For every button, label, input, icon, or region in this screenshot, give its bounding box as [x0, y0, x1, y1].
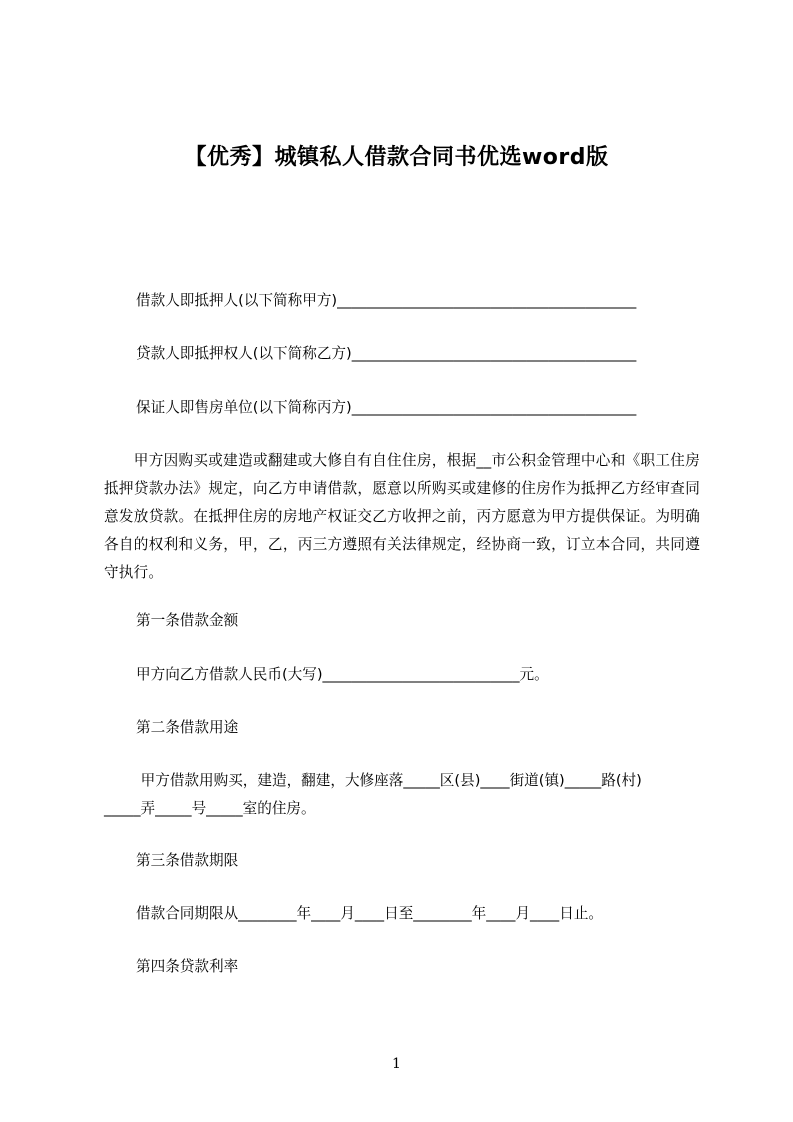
- article4-heading: 第四条贷款利率: [136, 958, 239, 975]
- article2-body-line2: _____弄_____号_____室的住房。: [104, 800, 316, 817]
- article3-body: 借款合同期限从________年____月____日至________年____月____日止。: [136, 905, 604, 922]
- article2-body-line1: 甲方借款用购买，建造，翻建，大修座落_____区(县)____街道(镇)_____路(村): [136, 772, 642, 789]
- page-number: 1: [392, 1056, 401, 1072]
- article3-heading: 第三条借款期限: [136, 852, 239, 869]
- article1-heading: 第一条借款金额: [136, 612, 239, 629]
- borrower-line: 借款人即抵押人(以下简称甲方)_________________________________________: [136, 292, 637, 309]
- document-title: 【优秀】城镇私人借款合同书优选word版: [184, 145, 609, 170]
- article1-body: 甲方向乙方借款人民币(大写)___________________________元。: [136, 666, 549, 683]
- guarantor-line: 保证人即售房单位(以下简称丙方)_______________________________________: [136, 399, 637, 416]
- article2-heading: 第二条借款用途: [136, 719, 239, 736]
- intro-paragraph: 甲方因购买或建造或翻建或大修自有自住住房，根据__市公积金管理中心和《职工住房抵押贷款办法》规定，向乙方申请借款，愿意以所购买或建修的住房作为抵押乙方经审查同意发放贷款。在抵押住房的房地产权证交乙方收押之前，丙方愿意为甲方提供保证。为明确各自的权利和义务，甲，乙，丙三方遵照有关法律规定，经协商一致，订立本合同，共同遵守执行。: [104, 452, 700, 581]
- lender-line: 贷款人即抵押权人(以下简称乙方)_______________________________________: [136, 345, 637, 362]
